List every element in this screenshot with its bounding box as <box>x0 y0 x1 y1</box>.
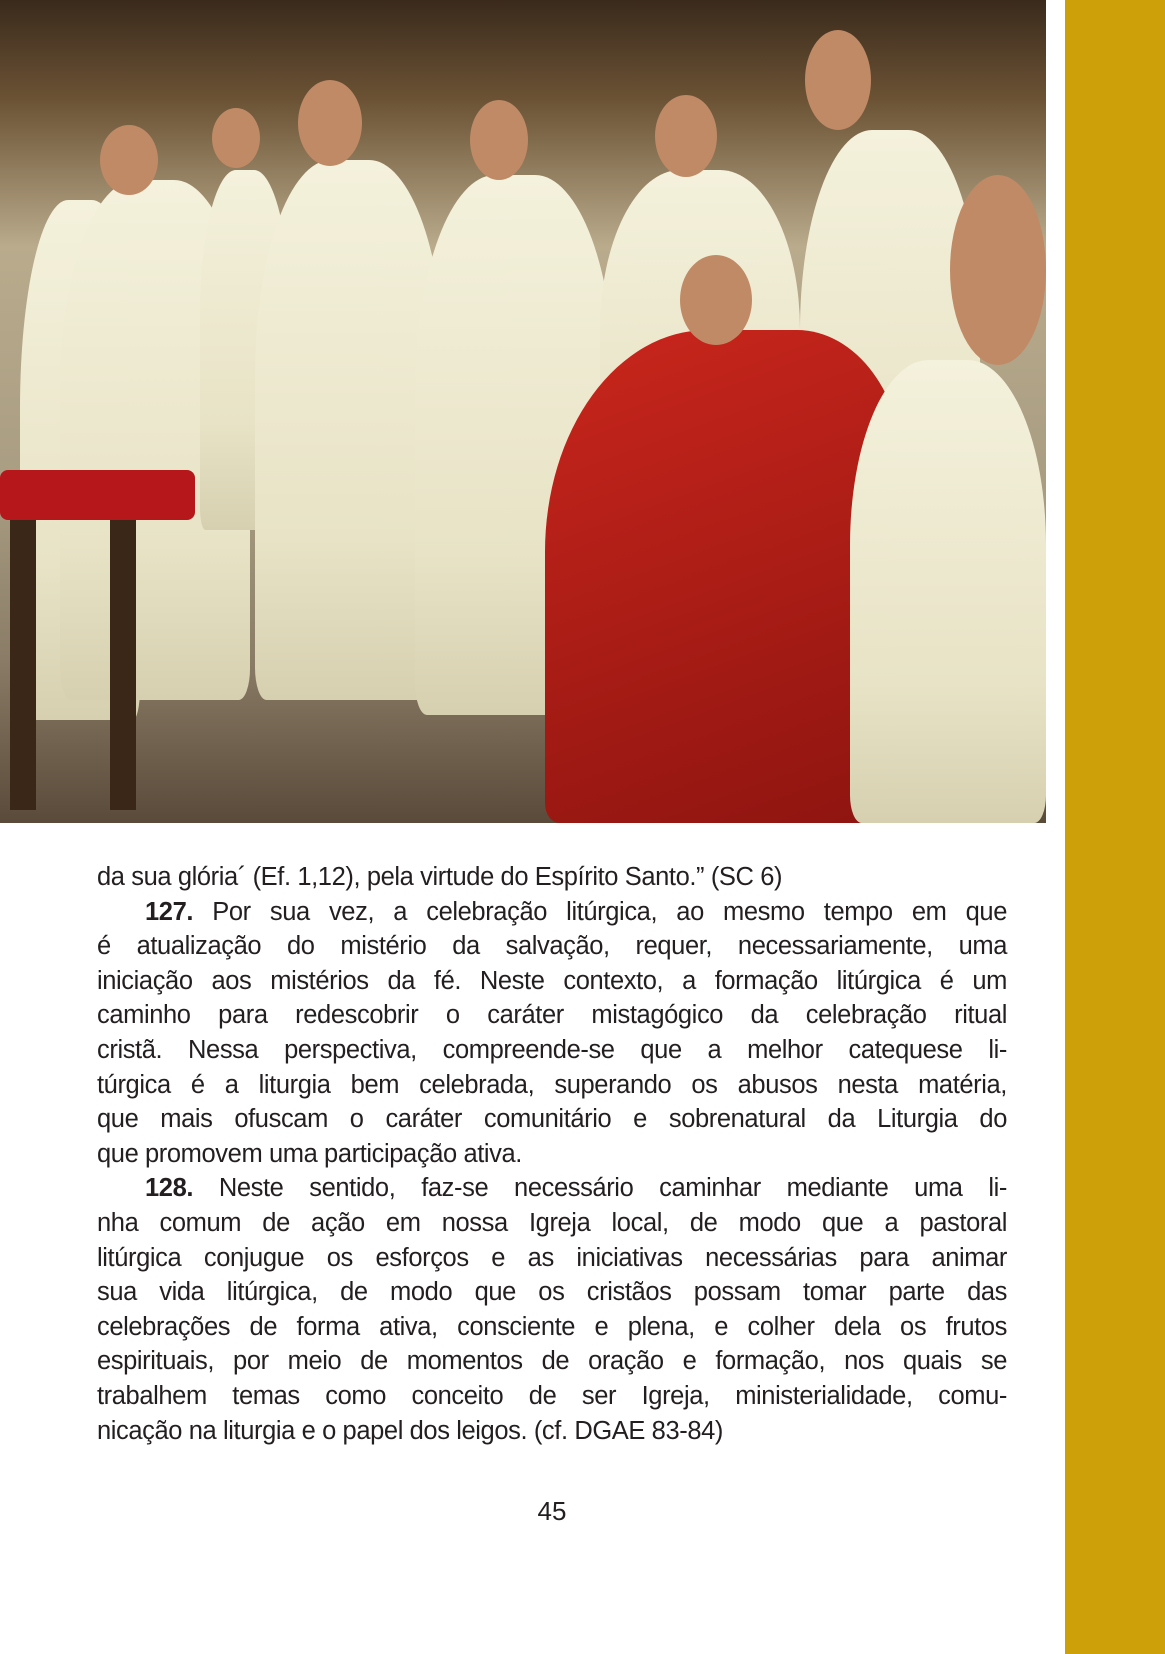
text-line: espirituais, por meio de momentos de oração e formação, nos quais se <box>97 1347 1007 1376</box>
text-line: nha comum de ação em nossa Igreja local, de modo que a pastoral <box>97 1208 1007 1237</box>
page-number: 45 <box>537 1496 567 1526</box>
text-line: iniciação aos mistérios da fé. Neste contexto, a formação litúrgica é um <box>97 966 1007 995</box>
text-line: que mais ofuscam o caráter comunitário e sobrenatural da Liturgia do <box>97 1105 1007 1134</box>
altar-table <box>0 470 195 810</box>
text-line: túrgica é a liturgia bem celebrada, superando os abusos nesta matéria, <box>97 1070 1007 1099</box>
gold-side-bar <box>1065 0 1165 1654</box>
text-line: caminho para redescobrir o caráter mistagógico da celebração ritual <box>97 1001 1007 1030</box>
text-line: trabalhem temas como conceito de ser Igreja, ministerialidade, comu- <box>97 1381 1007 1410</box>
text-line: sua vida litúrgica, de modo que os cristãos possam tomar parte das <box>97 1278 1007 1307</box>
paragraph-127-first-line: 127. Por sua vez, a celebração litúrgica, ao mesmo tempo em que <box>145 897 1007 926</box>
body-text <box>97 860 1007 1448</box>
paragraph-128-first-line: 128. Neste sentido, faz-se necessário caminhar mediante uma li- <box>145 1174 1007 1203</box>
text-line: litúrgica conjugue os esforços e as iniciativas necessárias para animar <box>97 1243 1007 1272</box>
text-line: cristã. Nessa perspectiva, compreende-se que a melhor catequese li- <box>97 1035 1007 1064</box>
clergy-photo <box>0 0 1046 823</box>
text-line: nicação na liturgia e o papel dos leigos. (cf. DGAE 83-84) <box>97 1416 723 1445</box>
text-line: celebrações de forma ativa, consciente e plena, e colher dela os frutos <box>97 1312 1007 1341</box>
text-line: é atualização do mistério da salvação, requer, necessariamente, uma <box>97 932 1007 961</box>
text-line: da sua glória´ (Ef. 1,12), pela virtude do Espírito Santo.” (SC 6) <box>97 863 783 891</box>
text-line: que promovem uma participação ativa. <box>97 1139 522 1168</box>
paragraph-number: 127. <box>145 897 194 926</box>
paragraph-number: 128. <box>145 1174 194 1203</box>
